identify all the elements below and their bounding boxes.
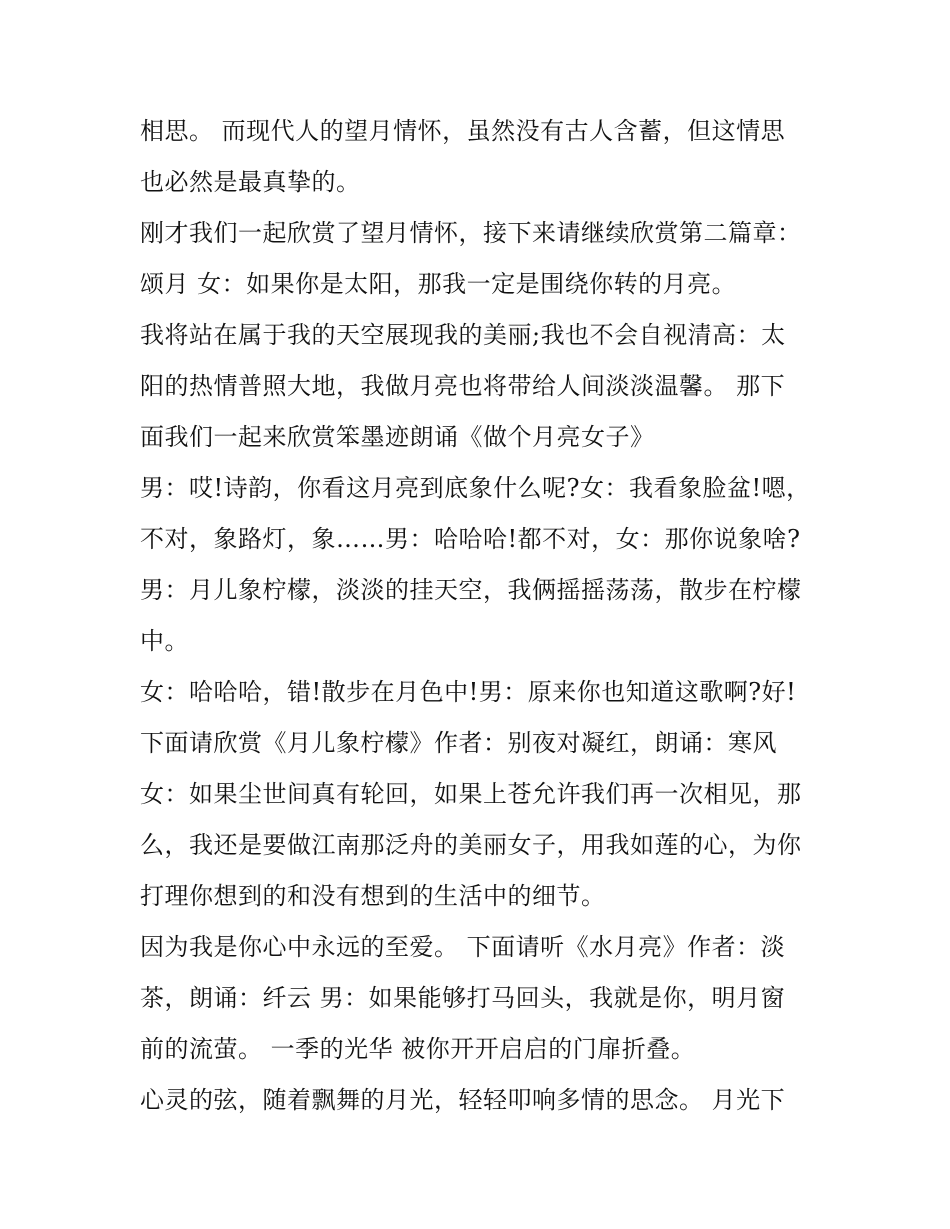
text-line: 也必然是最真挚的。 (140, 168, 361, 196)
text-line: 相思。 而现代人的望月情怀，虽然没有古人含蓄，但这情思 (140, 117, 786, 145)
text-line: 面我们一起来欣赏笨墨迹朗诵《做个月亮女子》 (140, 423, 655, 451)
text-line: 阳的热情普照大地，我做月亮也将带给人间淡淡温馨。 那下 (140, 372, 786, 400)
text-line: 下面请欣赏《月儿象柠檬》作者：别夜对凝红，朗诵：寒风 (140, 729, 777, 757)
text-line: 刚才我们一起欣赏了望月情怀，接下来请继续欣赏第二篇章： (140, 219, 802, 247)
text-line: 女：哈哈哈，错!散步在月色中!男：原来你也知道这歌啊?好! (140, 678, 797, 706)
text-line: 中。 (140, 627, 189, 655)
text-line: 不对，象路灯，象……男：哈哈哈!都不对，女：那你说象啥? (140, 525, 801, 553)
text-line: 男：月儿象柠檬，淡淡的挂天空，我俩摇摇荡荡，散步在柠檬 (140, 576, 802, 604)
text-line: 茶，朗诵：纤云 男：如果能够打马回头，我就是你，明月窗 (140, 984, 786, 1012)
text-line: 我将站在属于我的天空展现我的美丽;我也不会自视清高：太 (140, 321, 786, 349)
text-line: 心灵的弦，随着飘舞的月光，轻轻叩响多情的思念。 月光下 (140, 1086, 786, 1114)
text-line: 前的流萤。 一季的光华 被你开开启启的门扉折叠。 (140, 1035, 696, 1063)
document-text (140, 106, 820, 1126)
text-line: 女：如果尘世间真有轮回，如果上苍允许我们再一次相见，那 (140, 780, 802, 808)
text-line: 因为我是你心中永远的至爱。 下面请听《水月亮》作者：淡 (140, 933, 786, 961)
text-line: 么，我还是要做江南那泛舟的美丽女子，用我如莲的心，为你 (140, 831, 802, 859)
text-line: 颂月 女：如果你是太阳，那我一定是围绕你转的月亮。 (140, 270, 737, 298)
text-line: 打理你想到的和没有想到的生活中的细节。 (140, 882, 606, 910)
text-line: 男：哎!诗韵，你看这月亮到底象什么呢?女：我看象脸盆!嗯， (140, 474, 811, 502)
